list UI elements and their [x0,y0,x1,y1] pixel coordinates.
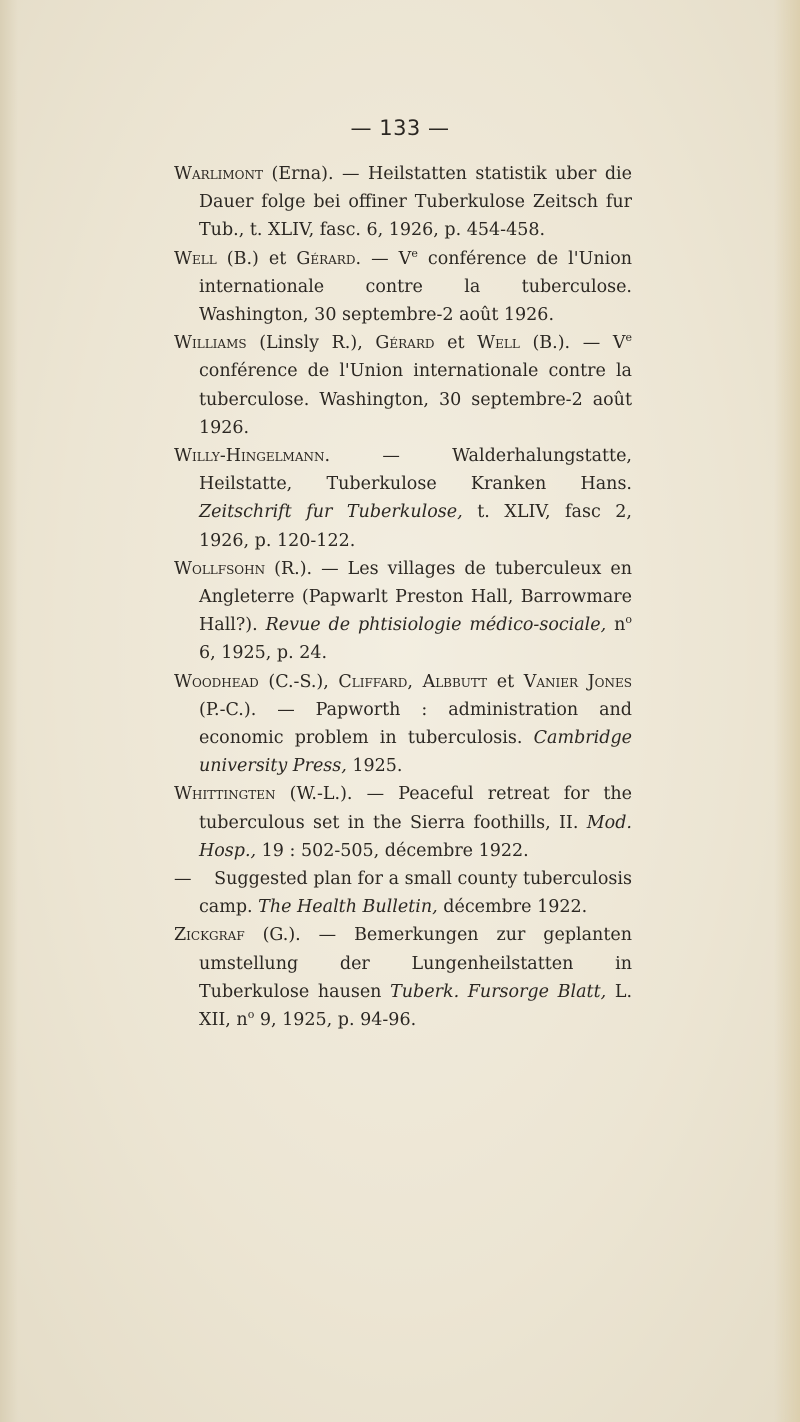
entry-journal: Mod. Hosp., [199,812,632,861]
entry-text: (C.-S.), [258,671,339,692]
bibliography-entry [174,780,632,865]
entry-author: Whittingten [174,784,276,805]
entry-text: (Erna). — Heilstatten statistik uber die Dauer folge bei offiner Tuberkulose Zeitsch fur Tub., t. XLIV, fasc. 6, 1926, p. 454-458. [199,164,632,241]
entry-text: (B.). — V [519,333,626,354]
bibliography-entry [174,245,632,330]
entry-dash: — [174,869,192,890]
entry-text: (G.). — Bemerkungen zur geplanten umstellung der Lungenheilstatten in Tuberkulose hausen [199,925,632,1002]
entry-text: (P.-C.). — Papworth : administration and economic problem in tuberculosis. [199,699,632,749]
entry-text: (B.) et [216,248,297,269]
page-number: — 133 — [350,116,450,140]
entry-journal: Cambridge university Press, [199,728,632,777]
entry-superscript: o [247,1008,255,1022]
entry-author: Willy-Hingelmann [174,446,325,467]
entry-author: Albbutt [422,671,488,692]
bibliography-entry [174,329,632,442]
entry-journal: Zeitschrift fur Tuberkulose, [199,502,463,523]
entry-text: décembre 1922. [437,897,588,918]
entry-text: et [434,333,478,354]
entry-author: Zickgraf [174,925,245,946]
entry-journal: The Health Bulletin, [258,897,438,918]
entry-author: Gérard [375,333,435,354]
entry-text: (W.-L.). — Peaceful retreat for the tuberculous set in the Sierra foothills, II. [199,784,632,833]
entry-author: Well [477,333,520,354]
entry-text: . — V [355,248,412,269]
entry-superscript: e [625,331,632,345]
entry-superscript: o [625,613,632,627]
entry-author: Williams [174,333,247,354]
entry-text: (Linsly R.), [246,333,376,354]
bibliography-entry [174,921,632,1034]
entry-text: Suggested plan for a small county tuberculosis camp. [199,869,632,918]
bibliography-entry [174,160,632,245]
bibliography-entry [174,442,632,555]
entry-author: Wollfsohn [174,558,266,579]
entry-text: , [407,671,423,692]
bibliography-entry [174,865,632,921]
entry-author: Cliffard [338,671,408,692]
entry-text: 1925. [346,756,403,777]
entry-text: 19 : 502-505, décembre 1922. [256,840,529,861]
entry-author: Woodhead [174,671,259,692]
entry-author: Well [174,248,217,269]
entry-text: conférence de l'Union internationale contre la tuberculose. Washington, 30 septembre-2 août 1926. [199,248,633,326]
entry-journal: Tuberk. Fursorge Blatt, [390,981,607,1002]
entry-text: (R.). — Les villages de tuberculeux en Angleterre (Papwarlt Preston Hall, Barrowmare Hall?). [199,558,632,636]
entry-text: . — Walderhalungstatte, Heilstatte, Tuberkulose Kranken Hans. [199,446,632,495]
entry-superscript: e [411,246,418,260]
entry-text: 9, 1925, p. 94-96. [254,1010,417,1031]
entry-text: conférence de l'Union internationale contre la tuberculose. Washington, 30 septembre-2 août 1926. [199,361,632,438]
entry-journal: Revue de phtisiologie médico-sociale, [265,615,607,636]
entry-text: n [606,615,626,636]
bibliography-list [174,160,632,1034]
entry-author: Vanier Jones [523,671,632,692]
entry-author: Warlimont [174,164,264,184]
bibliography-entry [174,555,632,668]
bibliography-entry [174,668,632,781]
entry-text: 6, 1925, p. 24. [199,643,328,664]
entry-text: et [487,671,524,692]
entry-text: t. XLIV, fasc 2, 1926, p. 120-122. [199,502,632,551]
entry-author: Gérard [296,248,356,269]
entry-text: L. XII, n [199,981,633,1031]
